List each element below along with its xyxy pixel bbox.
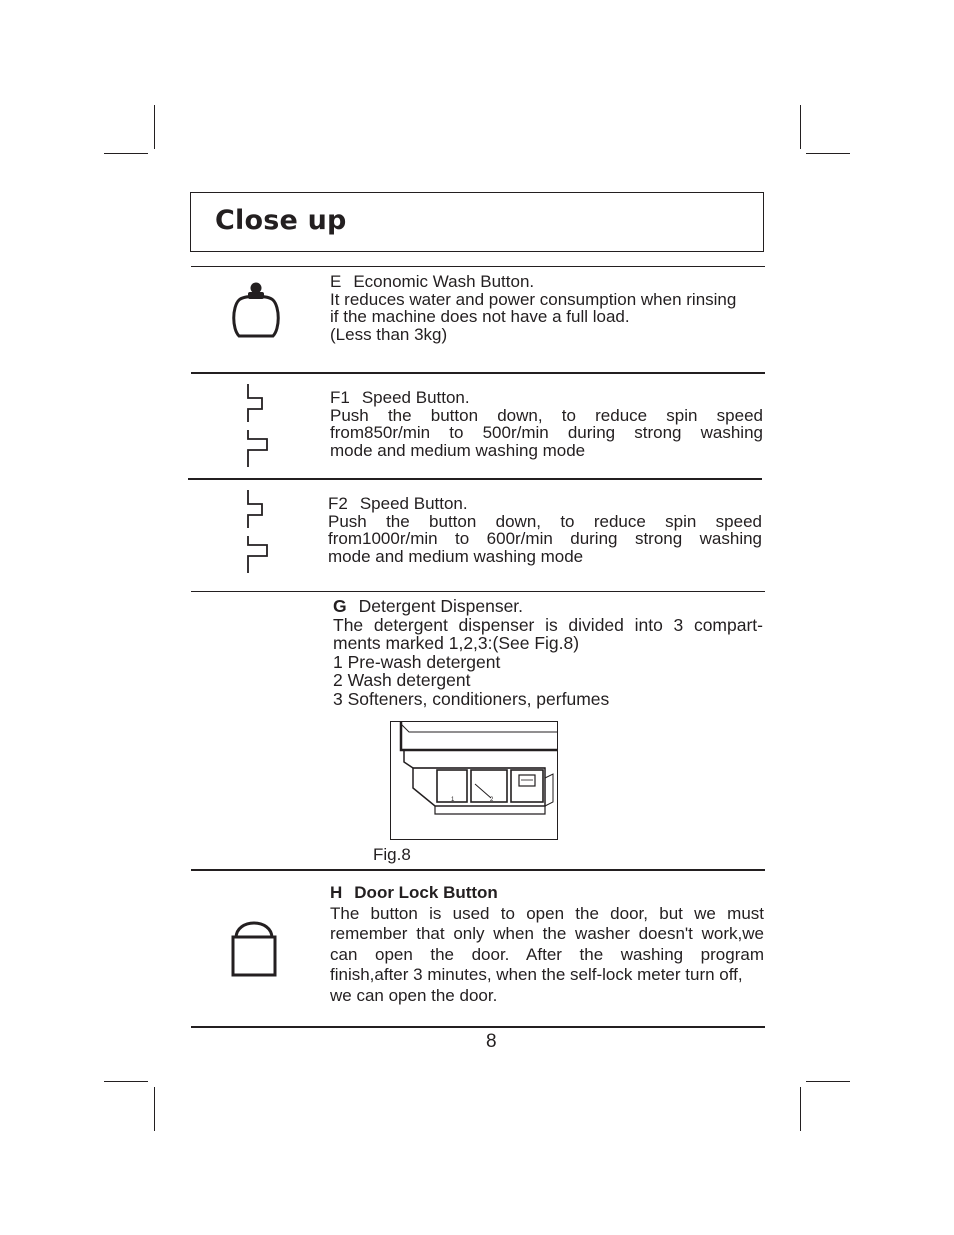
speed-button-toggle-icon	[244, 490, 270, 574]
text-line: Push the button down, to reduce spin speed	[330, 405, 763, 425]
crop-mark	[104, 153, 148, 154]
section-label: F1	[330, 388, 350, 407]
text-line: mode and medium washing mode	[328, 546, 584, 566]
title-box	[190, 192, 764, 252]
crop-mark	[154, 105, 155, 149]
crop-mark	[800, 105, 801, 149]
figure-caption: Fig.8	[373, 845, 411, 864]
section-heading: Economic Wash Button.	[353, 272, 535, 291]
text-line: can open the door. After the washing program	[330, 944, 764, 964]
text-line: The detergent dispenser is divided into 3 compart-	[333, 614, 763, 635]
section-divider	[191, 869, 765, 871]
text-line: 3 Softeners, conditioners, perfumes	[333, 688, 610, 709]
compartment-mark: 1	[451, 797, 455, 803]
text-line: remember that only when the washer doesn't work,we	[330, 924, 764, 943]
section-g-text	[333, 597, 763, 708]
crop-mark	[806, 1081, 850, 1082]
section-heading: Speed Button.	[359, 494, 468, 513]
crop-mark	[104, 1081, 148, 1082]
detergent-dispenser-figure	[390, 721, 558, 840]
section-heading: Door Lock Button	[354, 883, 498, 902]
section-f1-text	[330, 389, 763, 459]
text-line: ments marked 1,2,3:(See Fig.8)	[333, 633, 580, 653]
compartment-mark: 2	[490, 797, 494, 803]
section-label: F2	[328, 494, 348, 513]
section-divider	[191, 372, 765, 374]
page-number: 8	[486, 1031, 497, 1052]
section-divider	[191, 591, 765, 592]
page-title: Close up	[215, 205, 347, 236]
section-h-text	[330, 883, 764, 1006]
text-line: we can open the door.	[330, 985, 498, 1005]
text-line: 1 Pre-wash detergent	[333, 651, 501, 672]
text-line: Push the button down, to reduce spin speed	[328, 511, 762, 531]
section-label: H	[330, 883, 343, 902]
section-divider	[191, 266, 765, 267]
text-line: It reduces water and power consumption when rinsing	[330, 289, 737, 309]
text-line: mode and medium washing mode	[330, 440, 586, 460]
section-f2-text	[328, 495, 762, 565]
section-label: G	[333, 596, 347, 616]
text-line: from850r/min to 500r/min during strong washing	[330, 423, 763, 442]
text-line: finish,after 3 minutes, when the self-lock meter turn off,	[330, 965, 743, 984]
section-label: E	[330, 272, 342, 291]
speed-button-toggle-icon	[244, 384, 270, 468]
crop-mark	[806, 153, 850, 154]
text-line: from1000r/min to 600r/min during strong washing	[328, 529, 762, 548]
section-heading: Speed Button.	[361, 388, 470, 407]
text-line: The button is used to open the door, but we must	[330, 903, 764, 923]
section-heading: Detergent Dispenser.	[358, 596, 524, 616]
door-lock-icon	[229, 915, 279, 977]
text-line: 2 Wash detergent	[333, 670, 471, 690]
crop-mark	[800, 1087, 801, 1131]
section-divider	[188, 478, 762, 480]
section-e-text	[330, 273, 764, 343]
section-divider	[191, 1026, 765, 1028]
text-line: if the machine does not have a full load.	[330, 307, 630, 326]
crop-mark	[154, 1087, 155, 1131]
text-line: (Less than 3kg)	[330, 324, 448, 344]
economic-wash-icon	[230, 280, 282, 340]
